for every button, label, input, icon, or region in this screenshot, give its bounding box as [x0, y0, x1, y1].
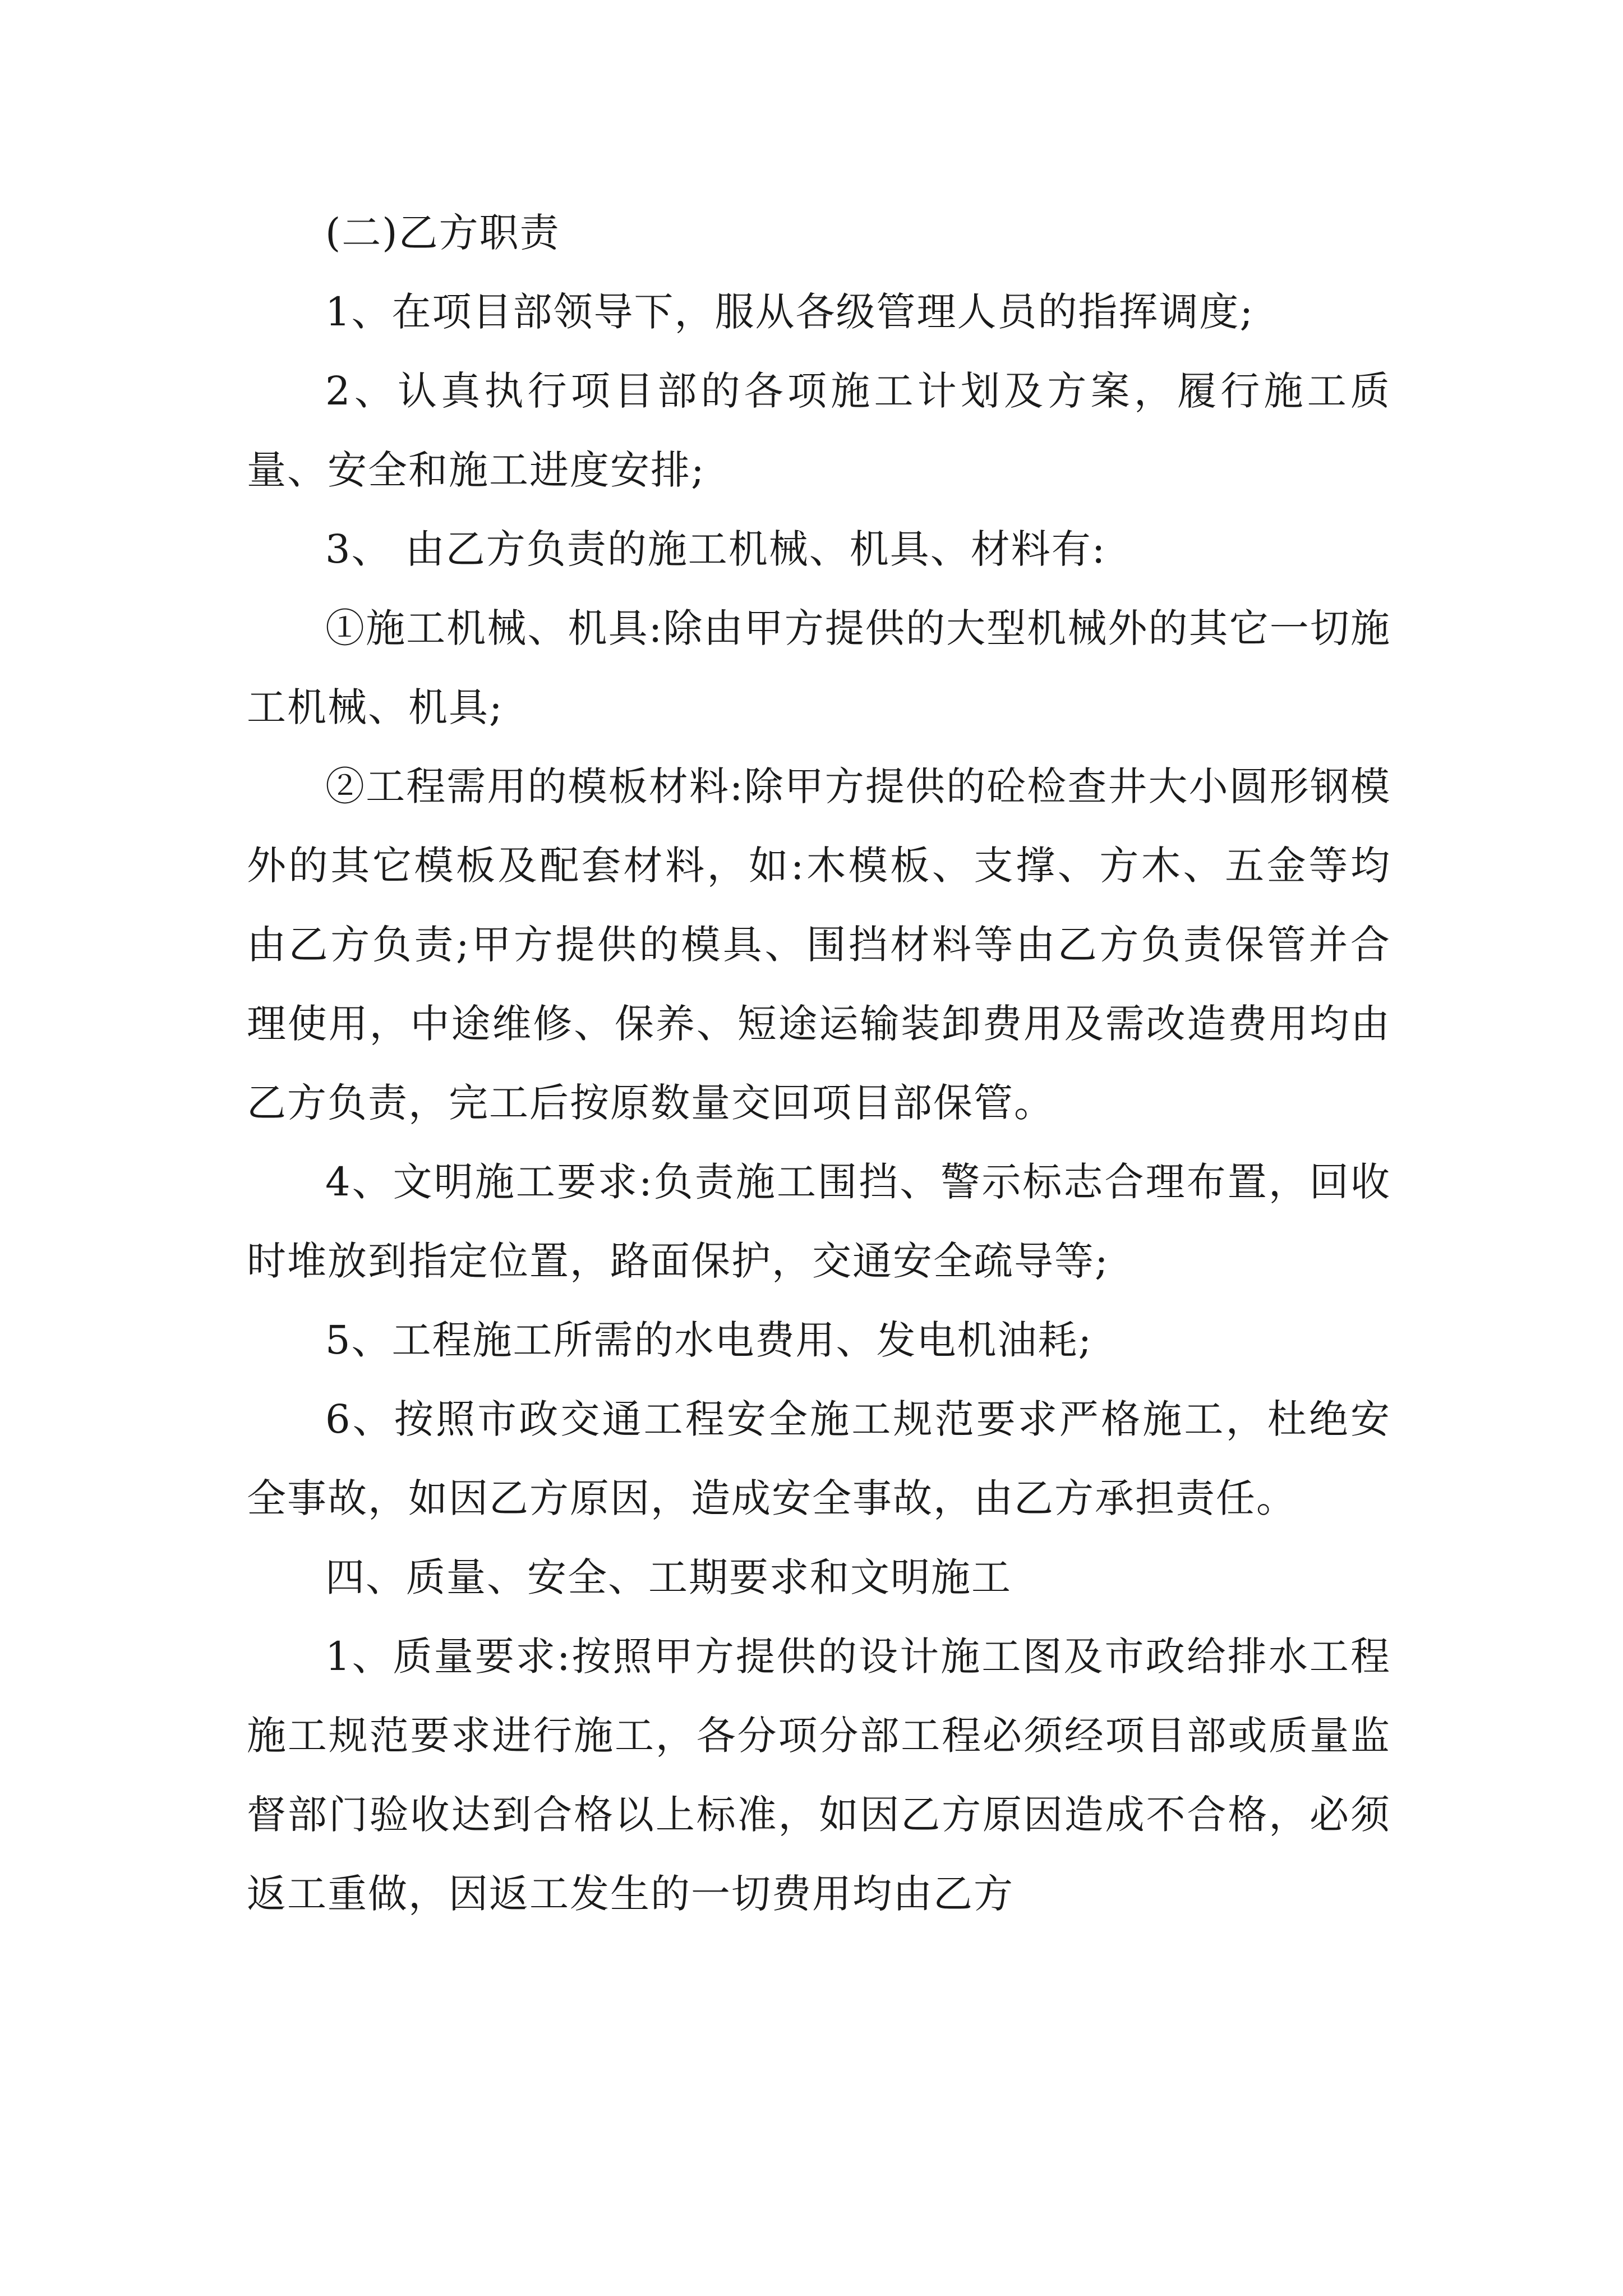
section-heading-party-b-duties: (二)乙方职责	[325, 210, 560, 256]
paragraph-subitem-machinery: ①施工机械、机具:除由甲方提供的大型机械外的其它一切施工机械、机具;	[247, 605, 1391, 730]
paragraph-quality-requirements: 1、质量要求:按照甲方提供的设计施工图及市政给排水工程施工规范要求进行施工，各分项分部工程必须经项目部或质量监督部门验收达到合格以上标准，如因乙方原因造成不合格，必须返工重做，因返工发生的一切费用均由乙方	[247, 1634, 1391, 1917]
paragraph-item-5: 5、工程施工所需的水电费用、发电机油耗;	[325, 1317, 1093, 1363]
paragraph-subitem-formwork: ②工程需用的模板材料:除甲方提供的砼检查井大小圆形钢模外的其它模板及配套材料，如:木模板、支撑、方木、五金等均由乙方负责;甲方提供的模具、围挡材料等由乙方负责保管并合理使用，中途维修、保养、短途运输装卸费用及需改造费用均由乙方负责，完工后按原数量交回项目部保管。	[247, 763, 1391, 1126]
paragraph-item-6: 6、按照市政交通工程安全施工规范要求严格施工，杜绝安全事故，如因乙方原因，造成安全事故，由乙方承担责任。	[247, 1396, 1391, 1521]
paragraph-item-2: 2、认真执行项目部的各项施工计划及方案，履行施工质量、安全和施工进度安排;	[247, 368, 1391, 493]
section-heading-quality-safety: 四、质量、安全、工期要求和文明施工	[325, 1554, 1012, 1600]
document-page	[247, 194, 1391, 1934]
paragraph-item-3: 3、 由乙方负责的施工机械、机具、材料有:	[325, 526, 1106, 572]
paragraph-item-1: 1、在项目部领导下，服从各级管理人员的指挥调度;	[325, 289, 1255, 335]
paragraph-item-4: 4、文明施工要求:负责施工围挡、警示标志合理布置，回收时堆放到指定位置，路面保护，交通安全疏导等;	[247, 1159, 1391, 1284]
